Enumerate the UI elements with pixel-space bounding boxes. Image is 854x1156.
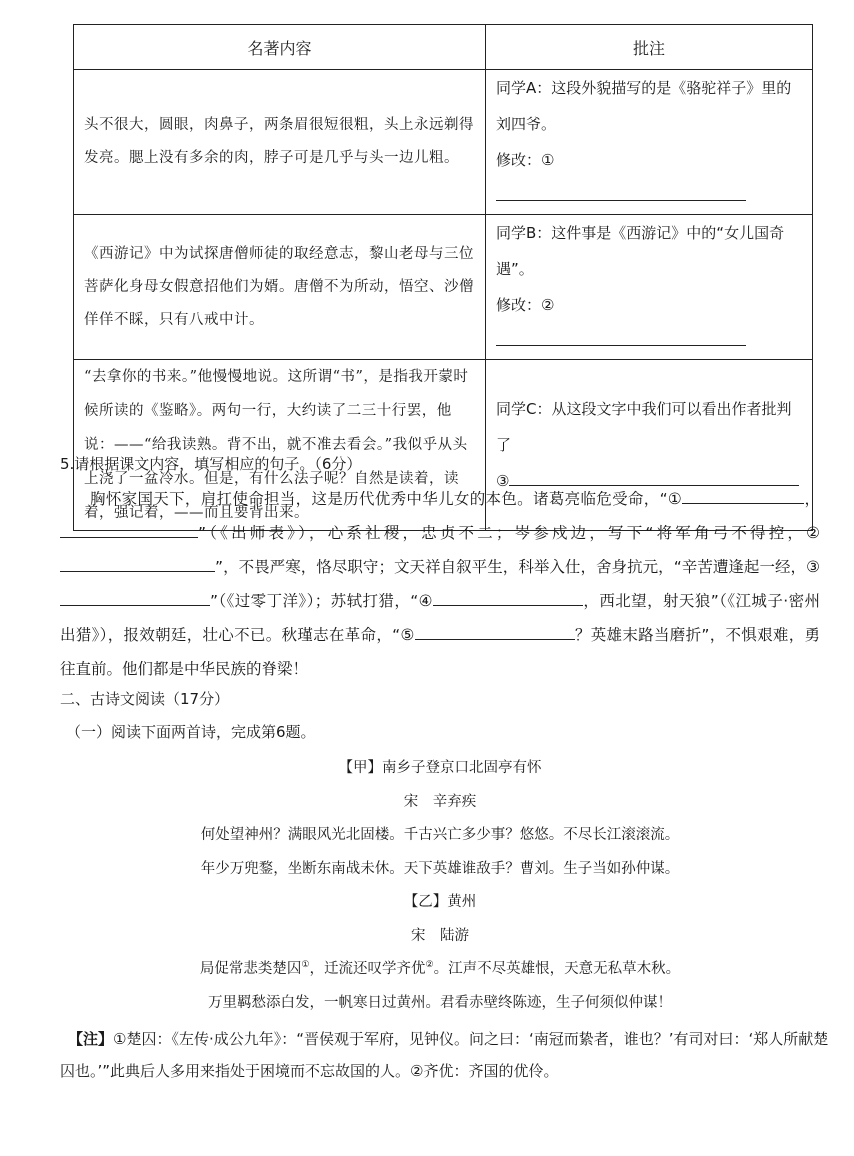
row1-comment: 同学A：这段外貌描写的是《骆驼祥子》里的刘四爷。 [496,79,792,133]
poem-b-line-1a: 局促常悲类楚囚 [199,961,302,977]
section-2-title: 二、古诗文阅读（17分） [60,690,230,708]
question-5-paragraph [60,482,820,686]
footnote-text: ①楚囚：《左传·成公九年》：“晋侯观于军府，见钟仪。问之曰：‘南冠而絷者，谁也？’有司对曰：‘郑人所献楚囚也。’”此典后人多用来指处于困境而不忘故国的人。②齐优：齐国的优伶。 [60,1030,829,1080]
poem-a-author: 宋 辛弃疾 [403,794,477,810]
poem-b-line-2: 万里羁愁添白发，一帆寒日过黄州。君看赤壁终陈迹，生子何须似仲谋！ [208,995,672,1011]
q5-text-4: ”（《过零丁洋》）；苏轼打猎，“④ [210,592,433,610]
footnote-marker-2: ② [425,960,434,971]
poem-b-line-1 [60,957,820,978]
row2-fix [496,287,802,359]
poem-a-line-1: 何处望神州？满眼风光北固楼。千古兴亡多少事？悠悠。不尽长江滚滚流。 [200,827,680,843]
fill-blank-4[interactable] [433,587,583,606]
row1-comment-cell [486,70,813,215]
q5-text-6: ？英雄末路当磨折”，不惧艰难，勇往直前。他们都是中华民族的脊梁！ [60,626,820,678]
footnote-label: 【注】 [68,1030,114,1048]
answer-blank-1[interactable] [496,182,746,201]
fill-blank-1a[interactable] [682,485,804,504]
poem-a-line-2: 年少万兜鍪，坐断东南战未休。天下英雄谁敌手？曹刘。生子当如孙仲谋。 [200,861,680,877]
header-content: 名著内容 [74,25,486,70]
row1-fix [496,142,802,214]
q5-quote-open: “① [659,490,683,508]
row1-content: 头不很大，圆眼，肉鼻子，两条眉很短很粗，头上永远剃得发亮。腮上没有多余的肉，脖子可是几乎与头一边儿粗。 [74,70,486,215]
question-5-title: 5.请根据课文内容，填写相应的句子。（6分） [60,455,362,473]
q5-text-1: 胸怀家国天下，肩扛使命担当，这是历代优秀中华儿女的本色。诸葛亮临危受命， [90,490,660,508]
poem-b-line-1b: ，迁流还叹学齐优 [309,961,426,977]
header-comment: 批注 [486,25,813,70]
fill-blank-1b[interactable] [60,519,198,538]
poem-a-title: 【甲】南乡子登京口北固亭有怀 [338,760,542,776]
row3-fix-label: ③ [496,472,510,490]
section-2-subtitle: （一）阅读下面两首诗，完成第6题。 [66,723,316,741]
table-header-row [74,25,813,70]
row1-fix-label: 修改：① [496,151,555,169]
q5-text-2: ”（《出师表》），心系社稷，忠贞不二；岑参戍边，写下“将军角弓不得控，② [198,524,820,542]
q5-text-5: ，西北望，射天狼”（《江城子·密州出猎》），报效朝廷，壮心不已。秋瑾志在革命，“⑤ [60,592,820,644]
row3-comment: 同学C：从这段文字中我们可以看出作者批判了 [496,400,792,454]
fill-blank-5[interactable] [415,621,575,640]
row2-content: 《西游记》中为试探唐僧师徒的取经意志，黎山老母与三位菩萨化身母女假意招他们为婿。唐僧不为所动，悟空、沙僧佯佯不睬，只有八戒中计。 [74,215,486,360]
poem-b-line-1c: 。江声不尽英雄恨，天意无私草木秋。 [433,961,681,977]
footnote [60,1023,830,1087]
row2-fix-label: 修改：② [496,296,555,314]
poem-b-title: 【乙】黄州 [403,894,477,910]
q5-text-3: ”，不畏严寒，恪尽职守；文天祥自叙平生，科举入仕，舍身抗元，“辛苦遭逢起一经，③ [215,558,820,576]
footnote-marker-1: ① [301,960,310,971]
table-row [74,70,813,215]
poem-b-author: 宋 陆游 [411,928,469,944]
answer-blank-2[interactable] [496,327,746,346]
row2-comment-cell [486,215,813,360]
fill-blank-2[interactable] [60,553,215,572]
fill-blank-3[interactable] [60,587,210,606]
row2-comment: 同学B：这件事是《西游记》中的“女儿国奇遇”。 [496,224,785,278]
table-row [74,215,813,360]
q5-comma: ， [804,490,820,508]
row3-content: “去拿你的书来。”他慢慢地说。这所谓“书”，是指我开蒙时候所读的《鉴略》。两句一行，大约读了二三十行罢，他说：——“给我读熟。背不出，就不准去看会。”我似乎从头上浇了一盆冷水。但是，有什么法子呢？自然是读着，读着，强记着，——而且要背出来。 [74,360,486,531]
